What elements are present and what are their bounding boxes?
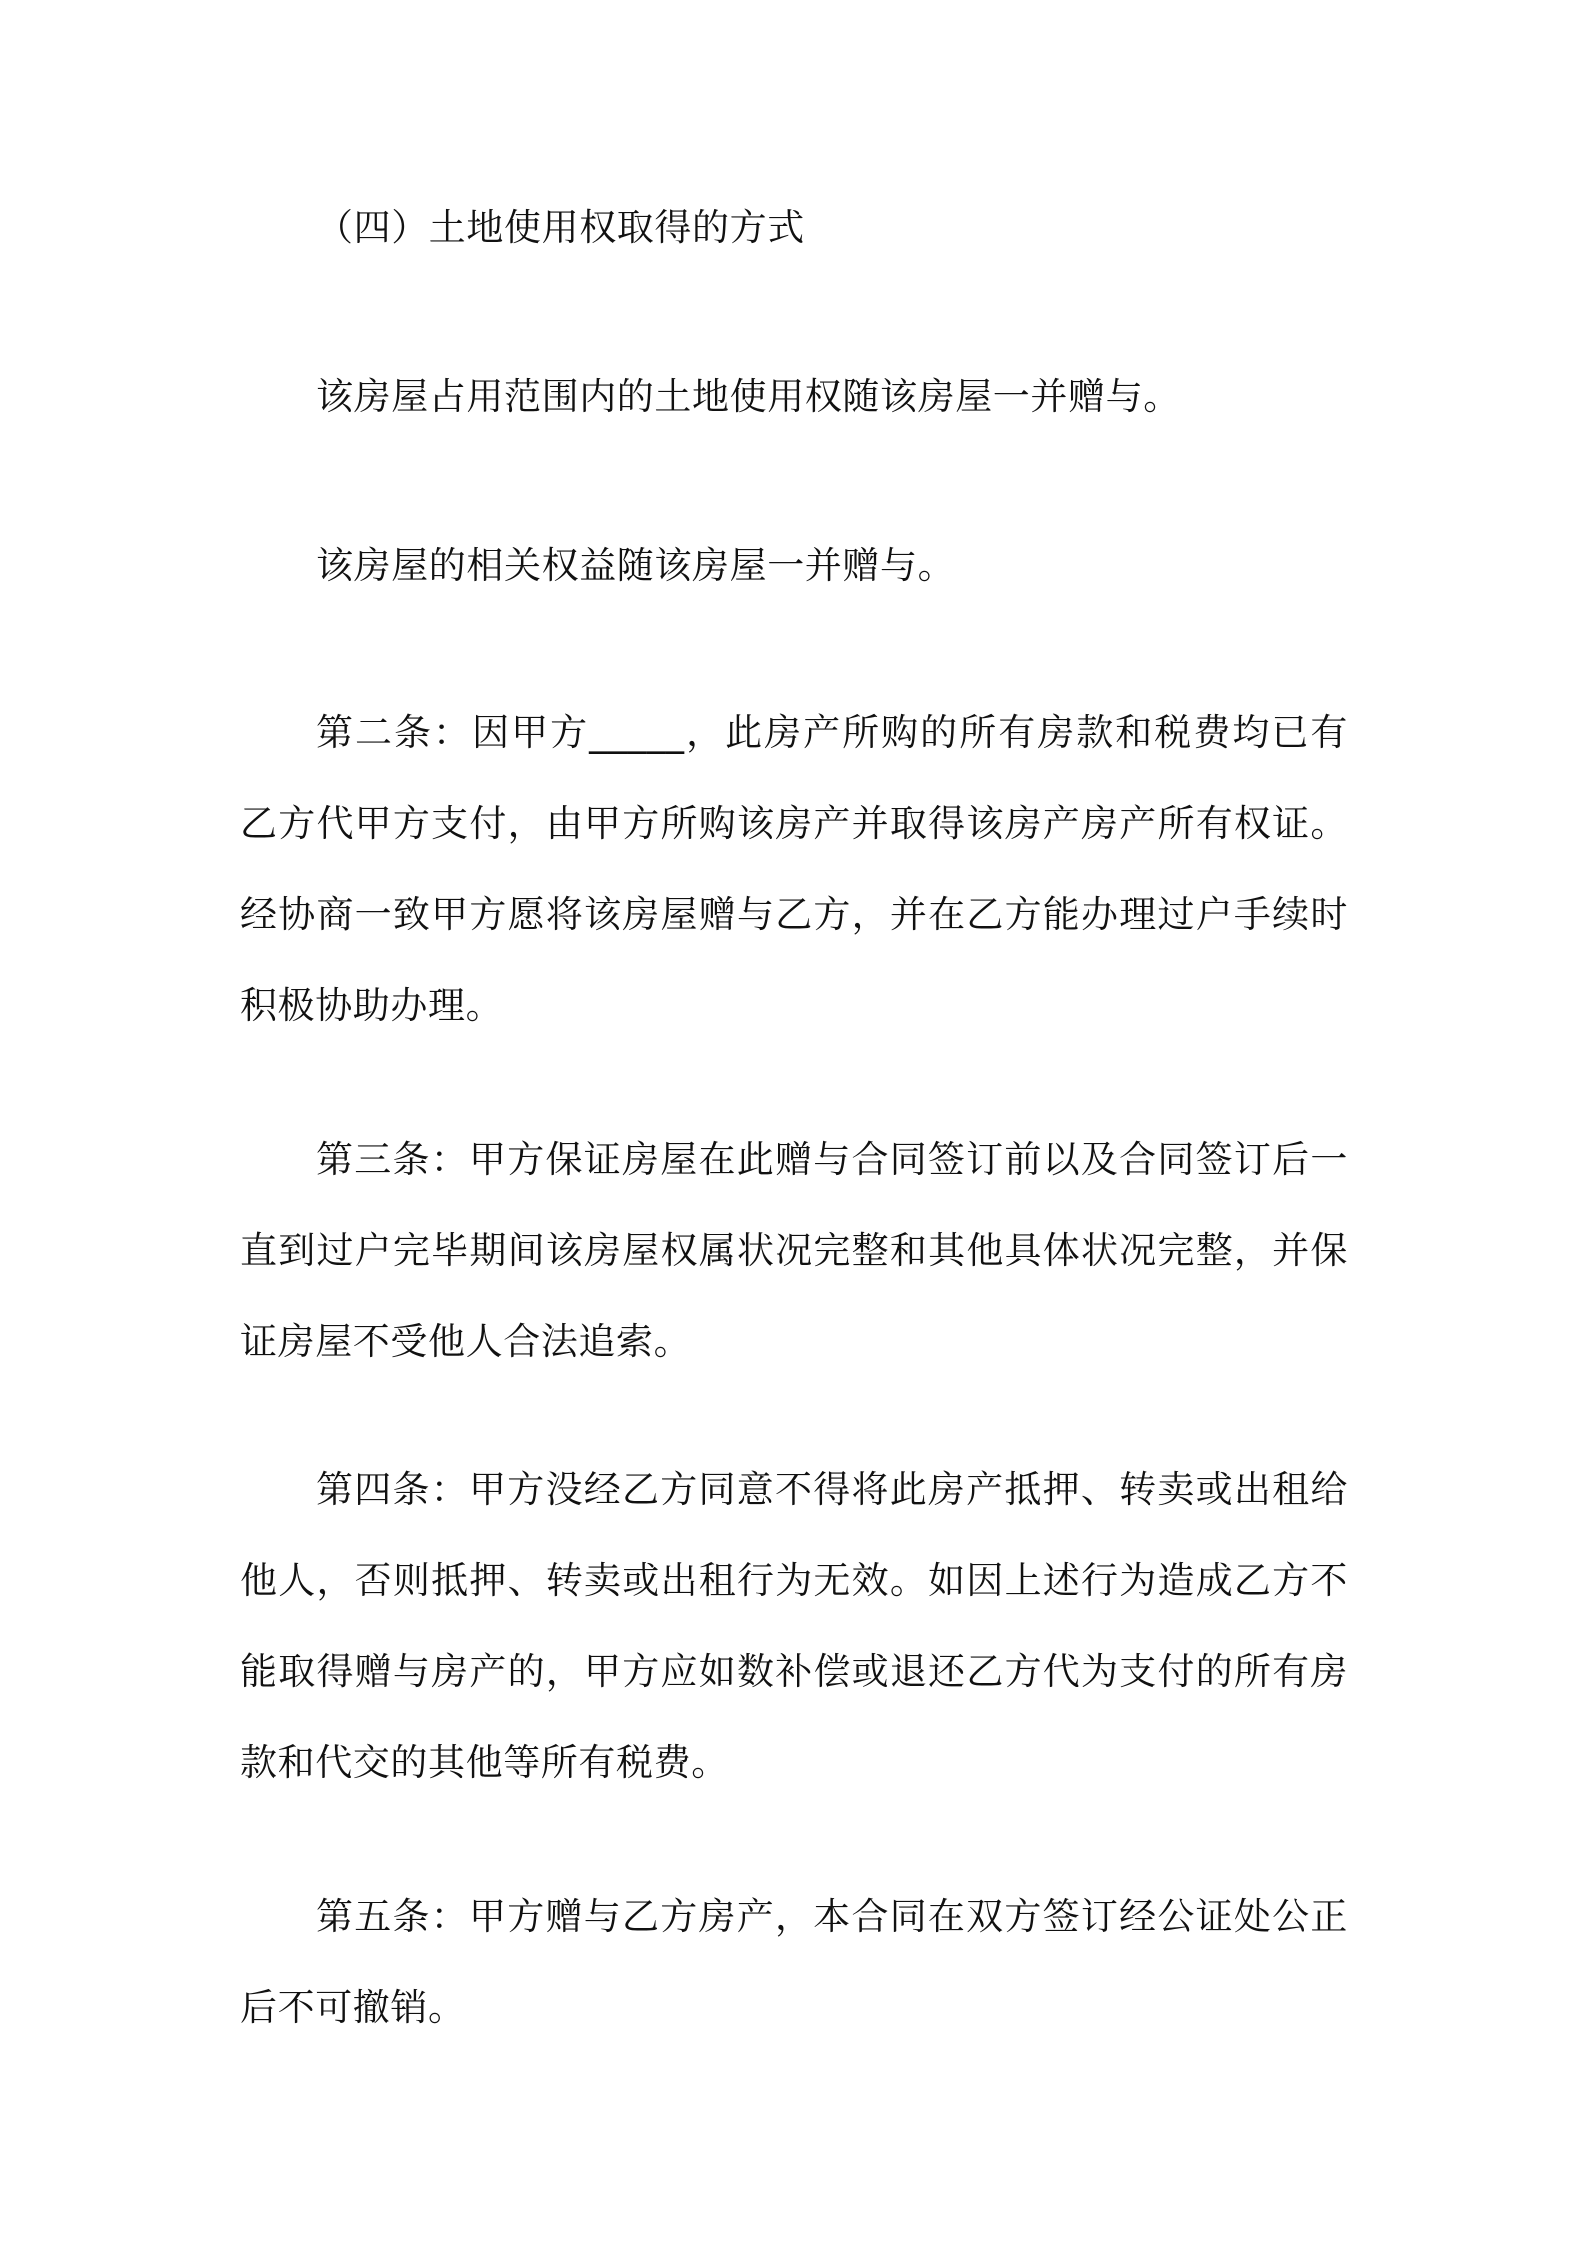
paragraph-article-4: 第四条：甲方没经乙方同意不得将此房产抵押、转卖或出租给他人，否则抵押、转卖或出租行为无效。如因上述行为造成乙方不能取得赠与房产的，甲方应如数补偿或退还乙方代为支付的所有房款和代交的其他等所有税费。 <box>240 1468 1348 1784</box>
paragraph-related-rights: 该房屋的相关权益随该房屋一并赠与。 <box>316 544 956 587</box>
paragraph-article-5: 第五条：甲方赠与乙方房产，本合同在双方签订经公证处公正后不可撤销。 <box>240 1895 1348 2029</box>
section-heading: （四）土地使用权取得的方式 <box>316 206 805 249</box>
paragraph-article-3: 第三条：甲方保证房屋在此赠与合同签订前以及合同签订后一直到过户完毕期间该房屋权属状况完整和其他具体状况完整，并保证房屋不受他人合法追索。 <box>240 1138 1348 1363</box>
paragraph-land-use-right: 该房屋占用范围内的土地使用权随该房屋一并赠与。 <box>316 375 1181 418</box>
paragraph-article-2: 第二条：因甲方_____，此房产所购的所有房款和税费均已有乙方代甲方支付，由甲方所购该房产并取得该房产房产所有权证。经协商一致甲方愿将该房屋赠与乙方，并在乙方能办理过户手续时积极协助办理。 <box>240 711 1348 1027</box>
